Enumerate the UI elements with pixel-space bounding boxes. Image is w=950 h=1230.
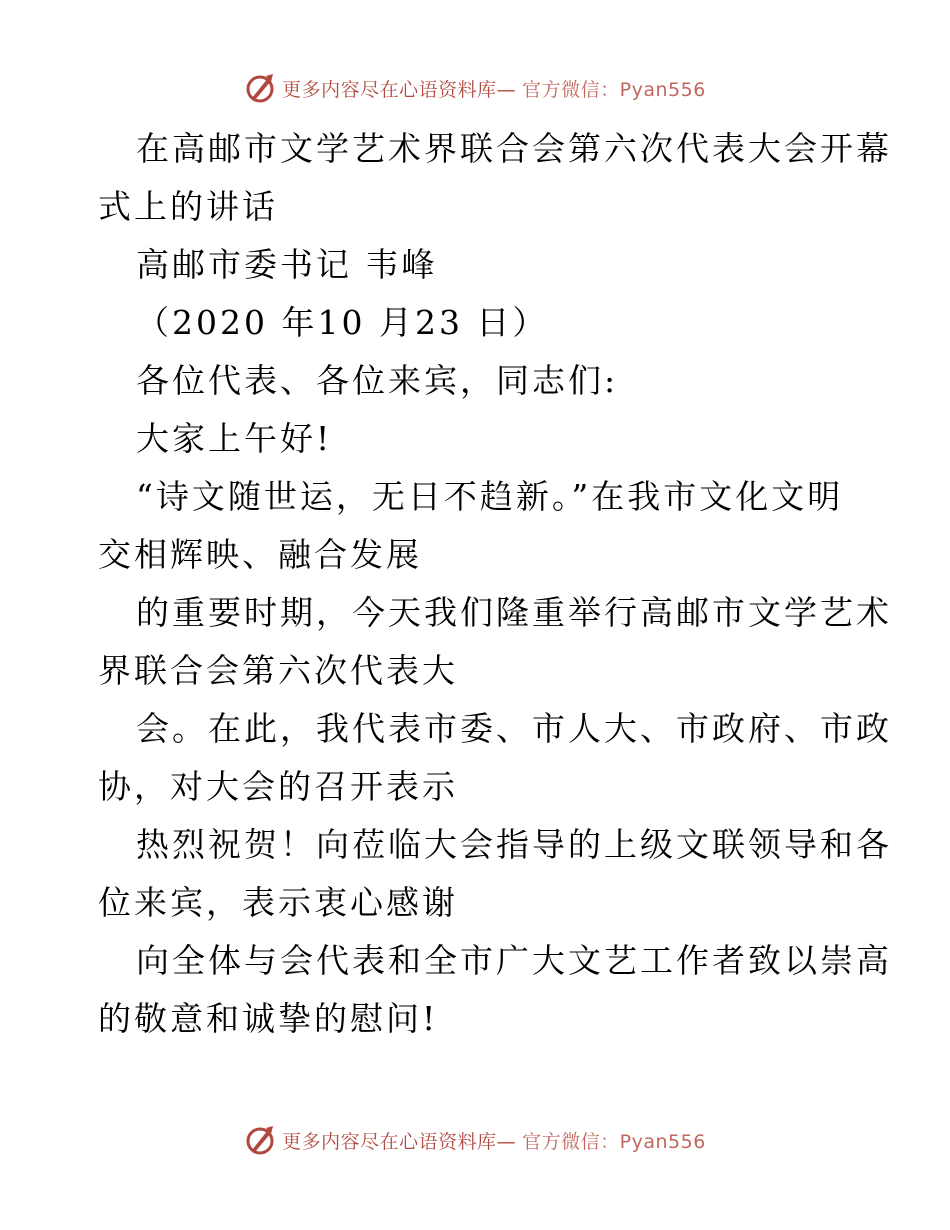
text-line: 交相辉映、融合发展 bbox=[98, 535, 422, 574]
text-line: 高邮市委书记 韦峰 bbox=[136, 245, 438, 284]
quill-pen-logo-icon bbox=[244, 72, 276, 104]
text-line: 会。在此，我代表市委、市人大、市政府、市政 bbox=[136, 709, 892, 748]
text-line: 协，对大会的召开表示 bbox=[98, 767, 458, 806]
text-line: 位来宾，表示衷心感谢 bbox=[98, 883, 458, 922]
text-line: 向全体与会代表和全市广大文艺工作者致以崇高 bbox=[136, 941, 892, 980]
text-line: 热烈祝贺！向莅临大会指导的上级文联领导和各 bbox=[136, 825, 892, 864]
watermark-wechat-text: 官方微信：Pyan556 bbox=[522, 1130, 706, 1153]
text-line: 式上的讲话 bbox=[98, 187, 278, 226]
text-line: 各位代表、各位来宾，同志们: bbox=[136, 361, 619, 400]
watermark-wechat-text: 官方微信：Pyan556 bbox=[522, 78, 706, 101]
text-line: （2020 年10 月23 日） bbox=[136, 303, 549, 342]
text-line: 的重要时期，今天我们隆重举行高邮市文学艺术 bbox=[136, 593, 892, 632]
header-watermark bbox=[0, 72, 950, 104]
footer-watermark bbox=[0, 1124, 950, 1156]
document-body bbox=[98, 120, 892, 1048]
text-line: “诗文随世运，无日不趋新。”在我市文化文明 bbox=[136, 477, 844, 516]
text-line: 大家上午好! bbox=[136, 419, 333, 458]
quill-pen-logo-icon bbox=[244, 1124, 276, 1156]
text-line: 在高邮市文学艺术界联合会第六次代表大会开幕 bbox=[136, 129, 892, 168]
text-line: 界联合会第六次代表大 bbox=[98, 651, 458, 690]
watermark-site-text: 更多内容尽在心语资料库— bbox=[282, 1130, 517, 1153]
text-line: 的敬意和诚挚的慰问! bbox=[98, 999, 439, 1038]
watermark-site-text: 更多内容尽在心语资料库— bbox=[282, 78, 517, 101]
